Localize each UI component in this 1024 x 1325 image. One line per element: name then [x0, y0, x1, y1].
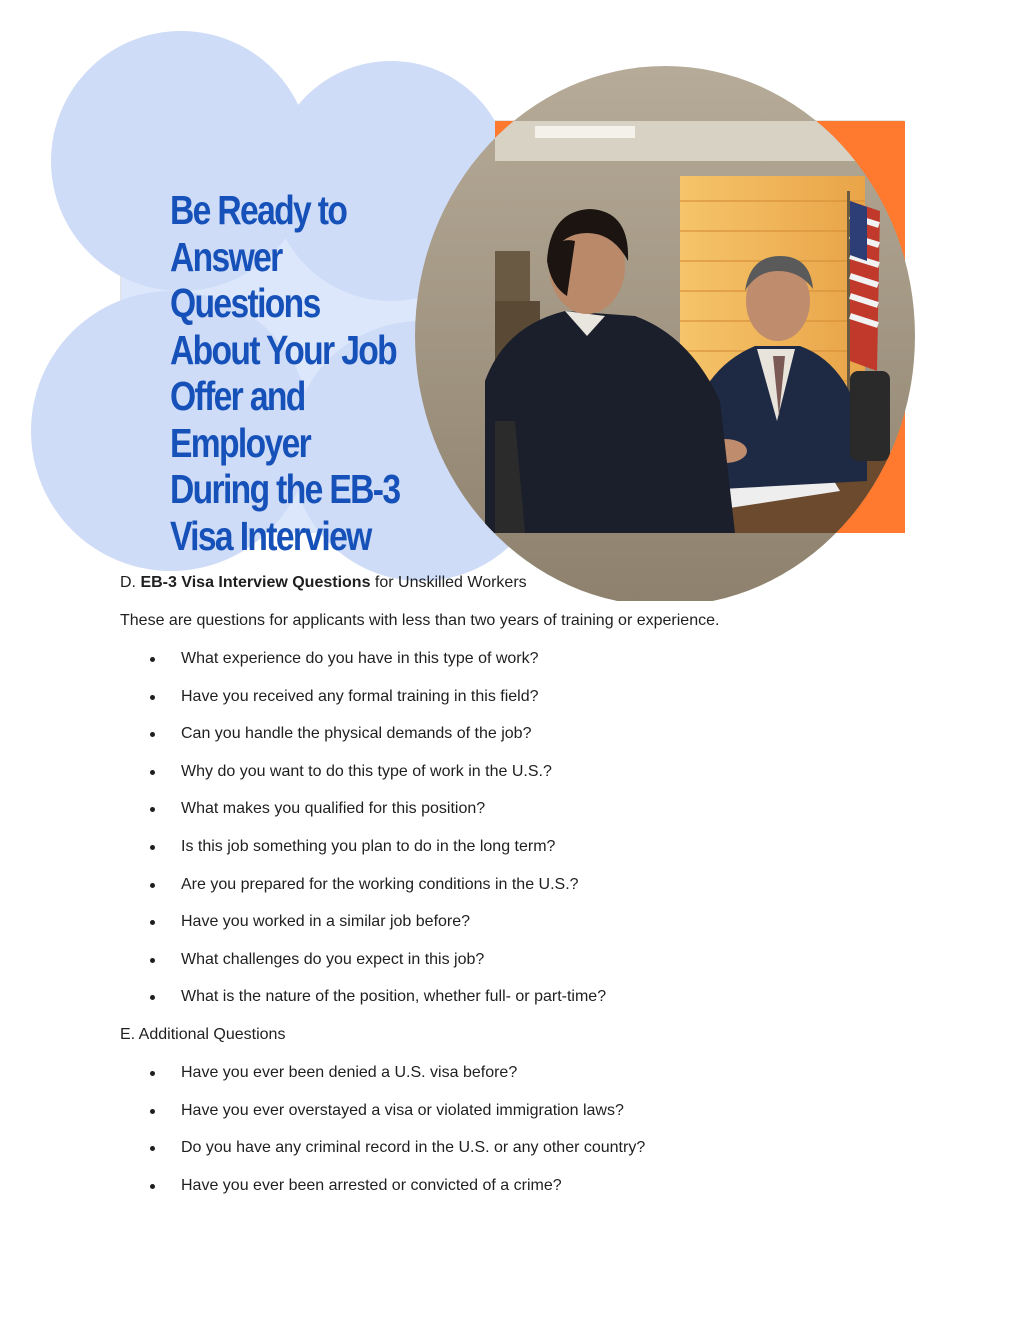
section-d-intro: These are questions for applicants with less than two years of training or experience. — [120, 612, 720, 629]
bullet-icon — [150, 958, 155, 963]
bullet-icon — [150, 770, 155, 775]
bullet-icon — [150, 807, 155, 812]
interview-photo — [495, 121, 905, 533]
article-banner-image — [120, 120, 904, 559]
bullet-icon — [150, 657, 155, 662]
section-d-heading-rest: for Unskilled Workers — [370, 574, 527, 591]
section-e-heading: E. Additional Questions — [120, 1026, 286, 1043]
section-d-prefix: D. — [120, 574, 136, 591]
banner-title: Be Ready to Answer Questions About Your Job Offer and Employer During the EB-3 Visa Interview — [170, 187, 400, 559]
bullet-icon — [150, 845, 155, 850]
bullet-icon — [150, 1071, 155, 1076]
bullet-icon — [150, 1109, 155, 1114]
bullet-icon — [150, 1146, 155, 1151]
bullet-icon — [150, 695, 155, 700]
bullet-icon — [150, 995, 155, 1000]
bullet-icon — [150, 883, 155, 888]
section-d-heading-bold: EB-3 Visa Interview Questions — [140, 574, 371, 591]
bullet-icon — [150, 920, 155, 925]
bullet-icon — [150, 1184, 155, 1189]
section-d-heading — [120, 572, 527, 594]
bullet-icon — [150, 732, 155, 737]
